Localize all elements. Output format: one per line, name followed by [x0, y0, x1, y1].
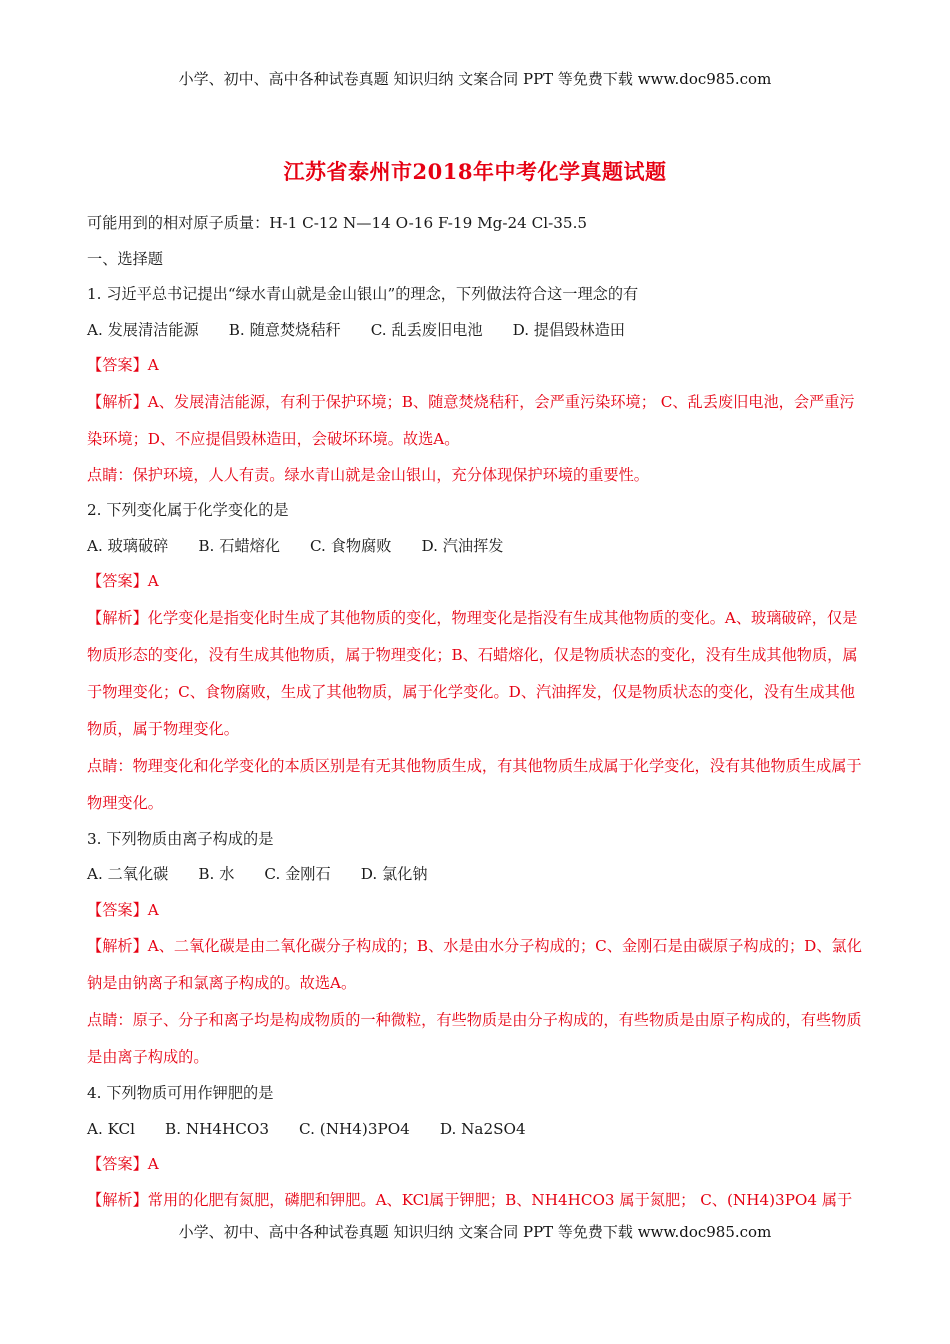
analysis-text: 【解析】A、发展清洁能源，有利于保护环境；B、随意焚烧秸秆，会严重污染环境； C、乱丢废旧电池，会严重污染环境；D、不应提倡毁林造田，会破坏环境。故选A。: [87, 392, 855, 448]
option: B. NH4HCO3: [165, 1119, 270, 1138]
answer-line: 【答案】A: [87, 356, 159, 374]
answer-line: 【答案】A: [87, 572, 159, 590]
note-text: 点睛：原子、分子和离子均是构成物质的一种微粒，有些物质是由分子构成的，有些物质是由原子构成的，有些物质是由离子构成的。: [87, 1011, 862, 1066]
option: C. 金刚石: [264, 865, 331, 883]
question-options: [87, 1112, 867, 1148]
answer-line: 【答案】A: [87, 1155, 159, 1173]
page-header: 小学、初中、高中各种试卷真题 知识归纳 文案合同 PPT 等免费下载 www.doc985.com: [178, 70, 772, 88]
page-title: 江苏省泰州市2018年中考化学真题试题: [283, 159, 667, 184]
question-stem: 3. 下列物质由离子构成的是: [87, 829, 274, 848]
question-options: [87, 313, 867, 349]
option: A. KCl: [87, 1119, 136, 1138]
question-stem: 2. 下列变化属于化学变化的是: [87, 501, 289, 519]
option: D. Na2SO4: [439, 1119, 526, 1138]
option: C. 食物腐败: [309, 536, 392, 555]
option: A. 二氧化碳: [87, 865, 169, 883]
analysis-text: 【解析】化学变化是指变化时生成了其他物质的变化，物理变化是指没有生成其他物质的变化。A、玻璃破碎，仅是物质形态的变化，没有生成其他物质，属于物理变化；B、石蜡熔化，仅是物质状态的变化，没有生成其他物质，属于物理变化；C、食物腐败，生成了其他物质，属于化学变化。D、汽油挥发，仅是物质状态的变化，没有生成其他物质，属于物理变化。: [87, 608, 858, 738]
document-body: [87, 206, 867, 1218]
option: B. 水: [198, 865, 235, 883]
option: D. 汽油挥发: [421, 536, 504, 555]
page-footer: 小学、初中、高中各种试卷真题 知识归纳 文案合同 PPT 等免费下载 www.doc985.com: [178, 1223, 772, 1241]
option: D. 提倡毁林造田: [512, 320, 625, 339]
question-options: [87, 529, 867, 565]
note-text: 点睛：保护环境，人人有责。绿水青山就是金山银山，充分体现保护环境的重要性。: [87, 465, 649, 484]
option: D. 氯化钠: [360, 865, 428, 883]
option: A. 玻璃破碎: [87, 536, 169, 555]
analysis-text: 【解析】常用的化肥有氮肥，磷肥和钾肥。A、KCl属于钾肥；B、NH4HCO3 属于氮肥； C、(NH4)3PO4 属于: [87, 1190, 853, 1209]
option: C. 乱丢废旧电池: [370, 320, 483, 339]
analysis-text: 【解析】A、二氧化碳是由二氧化碳分子构成的；B、水是由水分子构成的；C、金刚石是由碳原子构成的；D、氯化钠是由钠离子和氯离子构成的。故选A。: [87, 937, 862, 992]
question-options: [87, 857, 867, 893]
answer-line: 【答案】A: [87, 900, 159, 919]
option: C. (NH4)3PO4: [299, 1119, 410, 1138]
option: B. 随意焚烧秸秆: [228, 320, 341, 339]
section-heading: 一、选择题: [87, 249, 163, 268]
atomic-mass-line: 可能用到的相对原子质量：H-1 C-12 N—14 O-16 F-19 Mg-24 Cl-35.5: [87, 214, 588, 232]
question-stem: 1. 习近平总书记提出“绿水青山就是金山银山”的理念，下列做法符合这一理念的有: [87, 285, 639, 303]
question-stem: 4. 下列物质可用作钾肥的是: [87, 1084, 274, 1102]
option: A. 发展清洁能源: [87, 320, 199, 339]
option: B. 石蜡熔化: [198, 536, 280, 555]
note-text: 点睛：物理变化和化学变化的本质区别是有无其他物质生成，有其他物质生成属于化学变化，没有其他物质生成属于物理变化。: [87, 756, 862, 812]
